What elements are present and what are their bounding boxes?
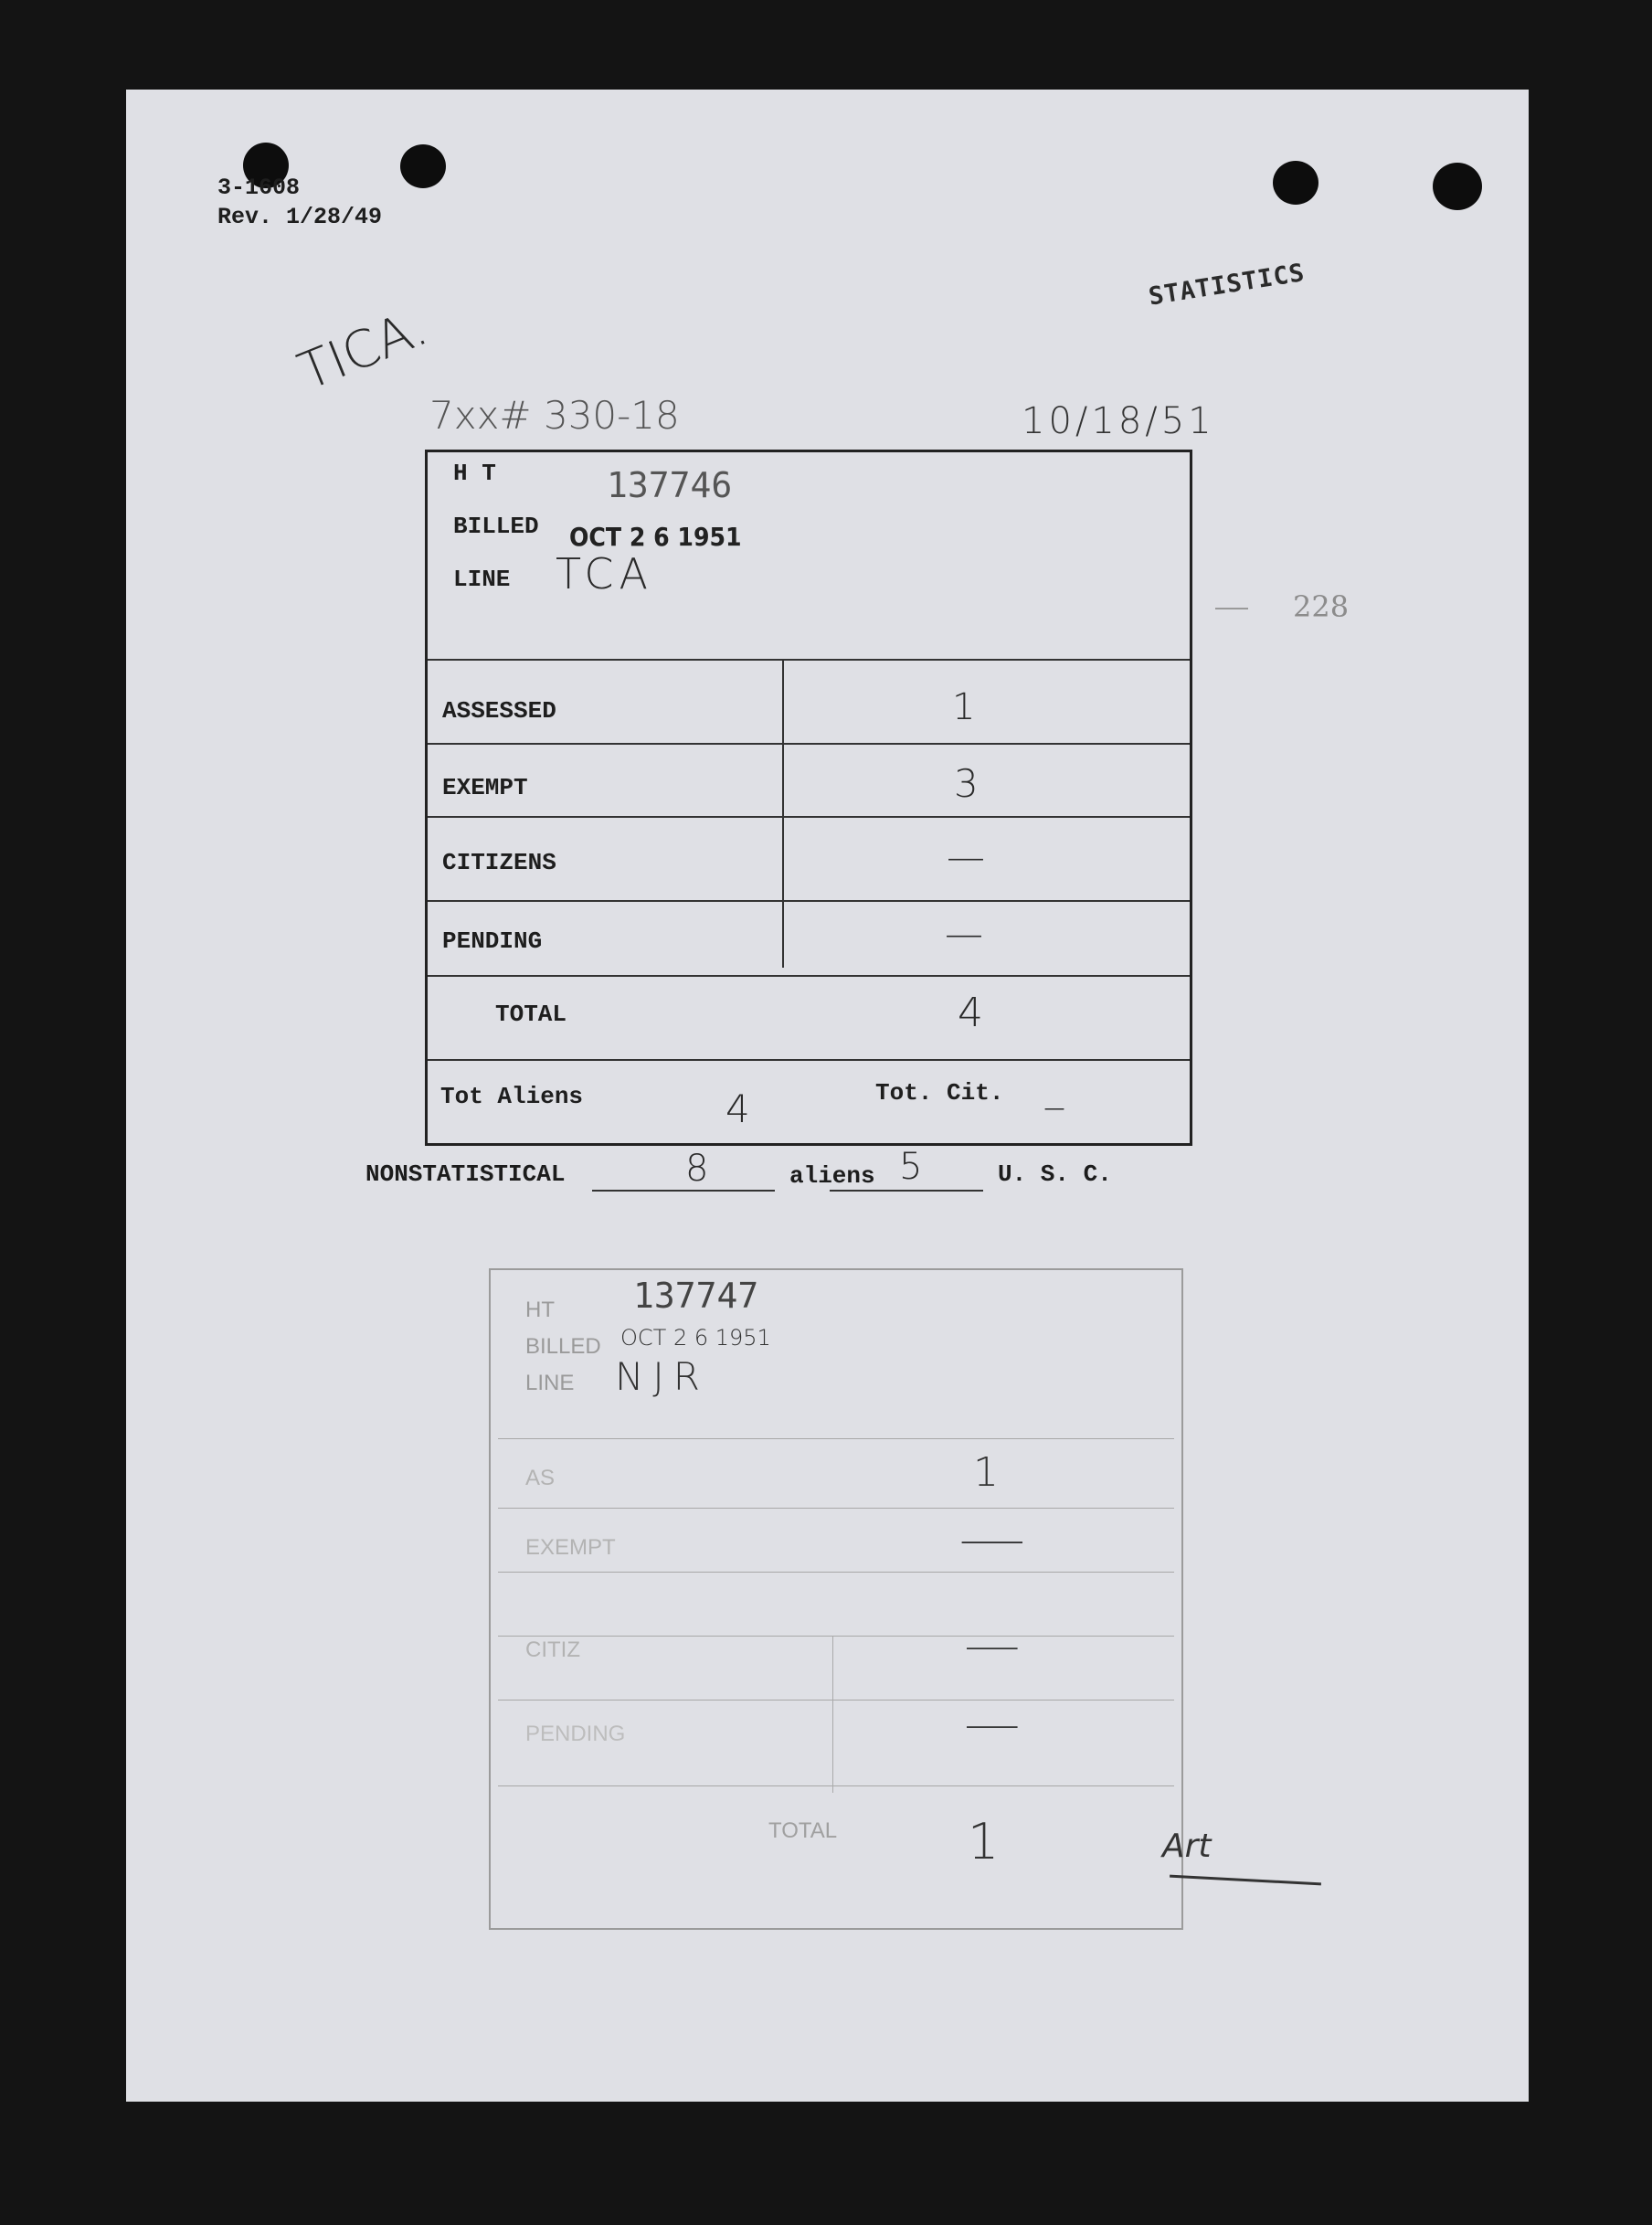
nonstatistical-label: NONSTATISTICAL <box>365 1160 566 1188</box>
row-divider <box>428 1059 1190 1061</box>
exempt-label: EXEMPT <box>442 774 528 801</box>
total-value: 1 <box>968 1813 1000 1870</box>
tot-aliens-label: Tot Aliens <box>440 1083 584 1110</box>
row-divider <box>428 975 1190 977</box>
ht-label: HT <box>525 1298 555 1322</box>
row-divider <box>428 659 1190 661</box>
row-divider <box>498 1438 1174 1439</box>
citizens-value: — <box>947 834 985 879</box>
row-divider <box>498 1700 1174 1701</box>
nonstatistical-aliens-value: 8 <box>685 1148 709 1190</box>
nonstatistical-line <box>365 1146 1151 1203</box>
pending-value: — <box>964 1701 1021 1748</box>
column-divider <box>832 1636 833 1793</box>
tally-form-upper <box>425 450 1192 1146</box>
citizens-label: CITIZ <box>525 1637 580 1662</box>
row-divider <box>428 816 1190 818</box>
ht-number: 137747 <box>633 1276 759 1316</box>
pending-label: PENDING <box>442 927 543 955</box>
reference-number: 7xx# 330-18 <box>429 393 680 438</box>
ht-number: 137746 <box>607 465 733 505</box>
line-value: TCA <box>556 549 653 599</box>
row-divider <box>498 1572 1174 1573</box>
assessed-label: AS <box>525 1466 556 1490</box>
assessed-value: 1 <box>952 686 976 728</box>
assessed-label: ASSESSED <box>442 697 556 725</box>
citizens-value: — <box>964 1623 1021 1669</box>
line-label: LINE <box>453 566 511 593</box>
column-divider <box>782 661 784 968</box>
punch-hole <box>1273 161 1318 205</box>
handwritten-initials: Art <box>1162 1828 1212 1865</box>
row-divider <box>428 743 1190 745</box>
divider <box>1215 608 1248 609</box>
page-number: 228 <box>1293 589 1350 624</box>
underline <box>592 1190 775 1192</box>
statistics-stamp: STATISTICS <box>1147 259 1308 312</box>
underline <box>830 1190 983 1192</box>
billed-date-stamp: OCT 2 6 1951 <box>620 1325 771 1351</box>
pending-label: PENDING <box>525 1722 626 1746</box>
row-divider <box>428 900 1190 902</box>
total-value: 4 <box>958 990 983 1036</box>
line-value: NJR <box>615 1354 709 1399</box>
ht-label: H T <box>453 460 496 487</box>
handwritten-annotation: TICA. <box>291 297 436 403</box>
tot-aliens-value: 4 <box>725 1086 750 1131</box>
aliens-label: aliens <box>789 1162 875 1190</box>
punch-hole <box>400 144 446 188</box>
nonstatistical-usc-value: 5 <box>899 1146 923 1188</box>
total-label: TOTAL <box>768 1818 838 1843</box>
form-revision: Rev. 1/28/49 <box>217 204 383 230</box>
billed-label: BILLED <box>525 1334 601 1359</box>
pending-value: — <box>945 911 983 956</box>
citizens-label: CITIZENS <box>442 849 556 876</box>
usc-label: U. S. C. <box>998 1160 1112 1188</box>
total-label: TOTAL <box>495 1001 567 1028</box>
exempt-value: — <box>958 1515 1026 1564</box>
tot-cit-value: _ <box>1045 1068 1064 1110</box>
row-divider <box>498 1636 1174 1637</box>
tally-form-lower <box>489 1268 1183 1930</box>
handwritten-date: 10/18/51 <box>1022 400 1215 442</box>
assessed-value: 1 <box>973 1449 999 1496</box>
billed-label: BILLED <box>453 513 539 540</box>
exempt-label: EXEMPT <box>525 1535 616 1560</box>
form-number: 3-1608 <box>217 175 301 201</box>
tot-cit-label: Tot. Cit. <box>875 1079 1004 1107</box>
punch-hole <box>1433 163 1482 210</box>
line-label: LINE <box>525 1371 575 1395</box>
form-number-block <box>217 174 382 232</box>
row-divider <box>498 1508 1174 1509</box>
billed-date-stamp: OCT 2 6 1951 <box>569 522 742 552</box>
row-divider <box>498 1785 1174 1786</box>
exempt-value: 3 <box>954 761 979 806</box>
